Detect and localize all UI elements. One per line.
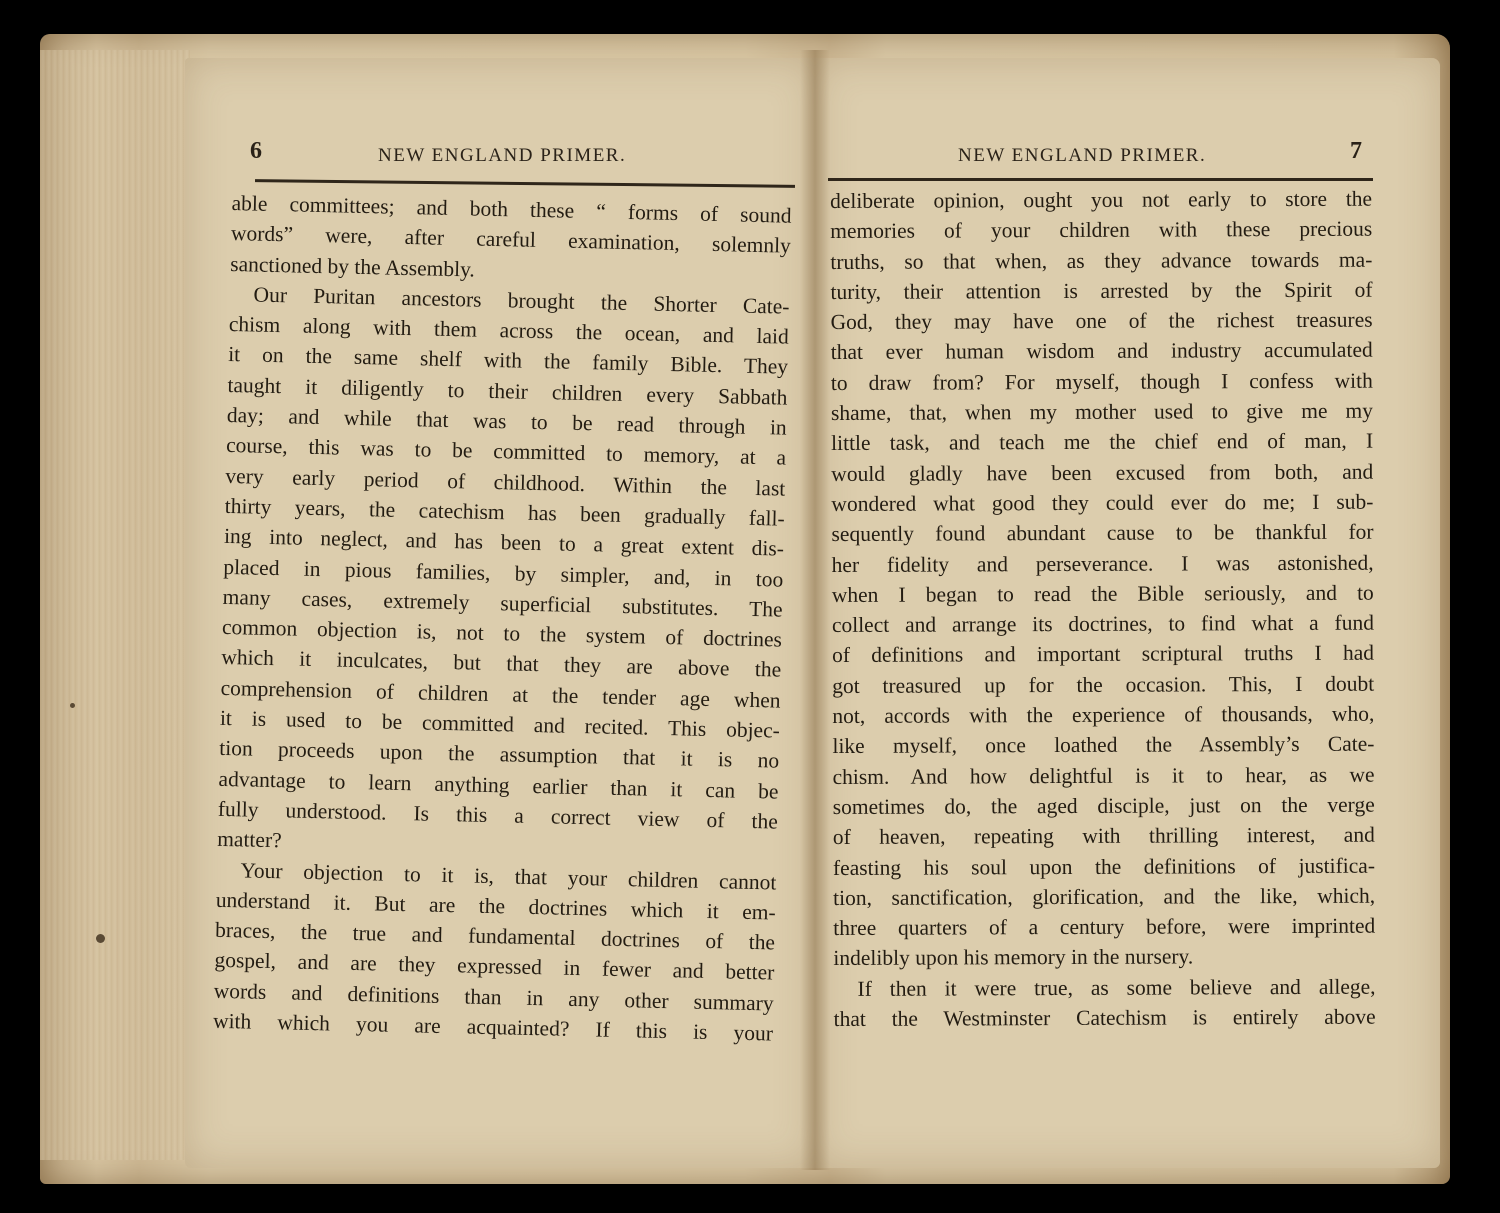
- text-line: gospel, and are they expressed in fewer and better: [214, 948, 775, 985]
- text-line: turity, their attention is arrested by the Spirit of: [830, 277, 1373, 304]
- text-line: God, they may have one of the richest treasures: [830, 307, 1373, 335]
- text-line: able committees; and both these “ forms of sound: [231, 190, 792, 228]
- text-line: many cases, extremely superficial substitutes. The: [222, 584, 783, 622]
- text-line: of definitions and important scriptural truths I had: [831, 641, 1375, 668]
- text-line: words” were, after careful examination, solemnly: [230, 221, 792, 258]
- text-line: with which you are acquainted? If this is your: [212, 1008, 774, 1046]
- text-line: truths, so that when, as they advance towards ma-: [830, 247, 1373, 274]
- text-line: words and definitions than in any other summary: [213, 978, 774, 1016]
- text-line: fully understood. Is this a correct view of the: [217, 796, 779, 834]
- text-line: matter?: [216, 827, 282, 853]
- text-line: to draw from? For myself, though I confess with: [830, 368, 1373, 395]
- text-line: chism along with them across the ocean, and laid: [228, 312, 790, 349]
- text-line: tion, sanctification, glorification, and the like, which,: [833, 883, 1376, 910]
- left-running-head: NEW ENGLAND PRIMER.: [378, 145, 627, 166]
- text-line: wondered what good they could ever do me; I sub-: [831, 489, 1374, 516]
- book-gutter: [800, 50, 830, 1170]
- text-line: three quarters of a century before, were imprinted: [833, 913, 1376, 941]
- text-line: of heaven, repeating with thrilling interest, and: [832, 822, 1375, 850]
- text-line: collect and arrange its doctrines, to find what a fund: [831, 610, 1374, 638]
- text-line: placed in pious families, by simpler, and, in too: [223, 554, 784, 592]
- text-line: sanctioned by the Assembly.: [230, 251, 476, 282]
- text-line: indelibly upon his memory in the nursery.: [833, 944, 1194, 971]
- text-line: memories of your children with these precious: [830, 216, 1373, 244]
- text-line: chism. And how delightful is it to hear, as we: [832, 762, 1375, 789]
- text-line: her fidelity and perseverance. I was astonished,: [831, 550, 1374, 577]
- text-line: thirty years, the catechism has been gradually fall-: [224, 493, 785, 531]
- right-running-head: NEW ENGLAND PRIMER.: [958, 145, 1207, 166]
- text-line: Your objection to it is, that your children cannot: [240, 857, 777, 895]
- ink-spot: [70, 703, 75, 708]
- text-line: that ever human wisdom and industry accumulated: [830, 338, 1373, 365]
- text-line: Our Puritan ancestors brought the Shorter Cate-: [253, 282, 790, 319]
- text-line: deliberate opinion, ought you not early to store the: [830, 186, 1373, 213]
- text-line: would gladly have been excused from both, and: [831, 459, 1374, 486]
- left-page-text: [213, 188, 792, 1049]
- ink-spot: [96, 934, 105, 943]
- text-line: sequently found abundant cause to be thankful for: [831, 519, 1374, 547]
- text-line: when I began to read the Bible seriously, and to: [831, 580, 1374, 607]
- right-page-text: [830, 184, 1376, 1035]
- text-line: sometimes do, the aged disciple, just on the verge: [832, 792, 1375, 819]
- text-line: If then it were true, as some believe and allege,: [857, 974, 1376, 1001]
- right-page-number: 7: [1350, 138, 1362, 164]
- text-line: little task, and teach me the chief end of man, I: [831, 429, 1374, 456]
- text-line: it on the same shelf with the family Bible. They: [227, 342, 789, 380]
- text-line: course, this was to be committed to memory, at a: [225, 433, 787, 471]
- text-line: advantage to learn anything earlier than it can be: [218, 766, 779, 804]
- text-line: braces, the true and fundamental doctrines of the: [214, 917, 776, 955]
- text-line: day; and while that was to be read through in: [226, 403, 787, 440]
- text-line: taught it diligently to their children every Sabbath: [227, 372, 788, 410]
- text-line: common objection is, not to the system of doctrines: [221, 615, 783, 652]
- text-line: not, accords with the experience of thousands, who,: [832, 701, 1375, 729]
- text-line: it is used to be committed and recited. This objec-: [219, 705, 781, 743]
- text-line: very early period of childhood. Within the last: [225, 463, 786, 501]
- left-page-number: 6: [250, 138, 262, 164]
- text-line: got treasured up for the occasion. This, I doubt: [832, 671, 1375, 698]
- text-line: feasting his soul upon the definitions of justifica-: [832, 853, 1376, 880]
- text-line: which it inculcates, but that they are above the: [221, 645, 782, 683]
- text-line: comprehension of children at the tender age when: [220, 675, 781, 713]
- text-line: like myself, once loathed the Assembly’s Cate-: [832, 731, 1375, 759]
- text-line: shame, that, when my mother used to give me my: [830, 398, 1374, 426]
- text-line: that the Westminster Catechism is entirely above: [833, 1004, 1376, 1032]
- text-line: ing into neglect, and has been to a great extent dis-: [223, 524, 785, 561]
- page-edges: [40, 50, 190, 1160]
- text-line: tion proceeds upon the assumption that it is no: [219, 736, 780, 773]
- right-header-rule: [828, 178, 1373, 181]
- text-line: understand it. But are the doctrines which it em-: [215, 887, 776, 925]
